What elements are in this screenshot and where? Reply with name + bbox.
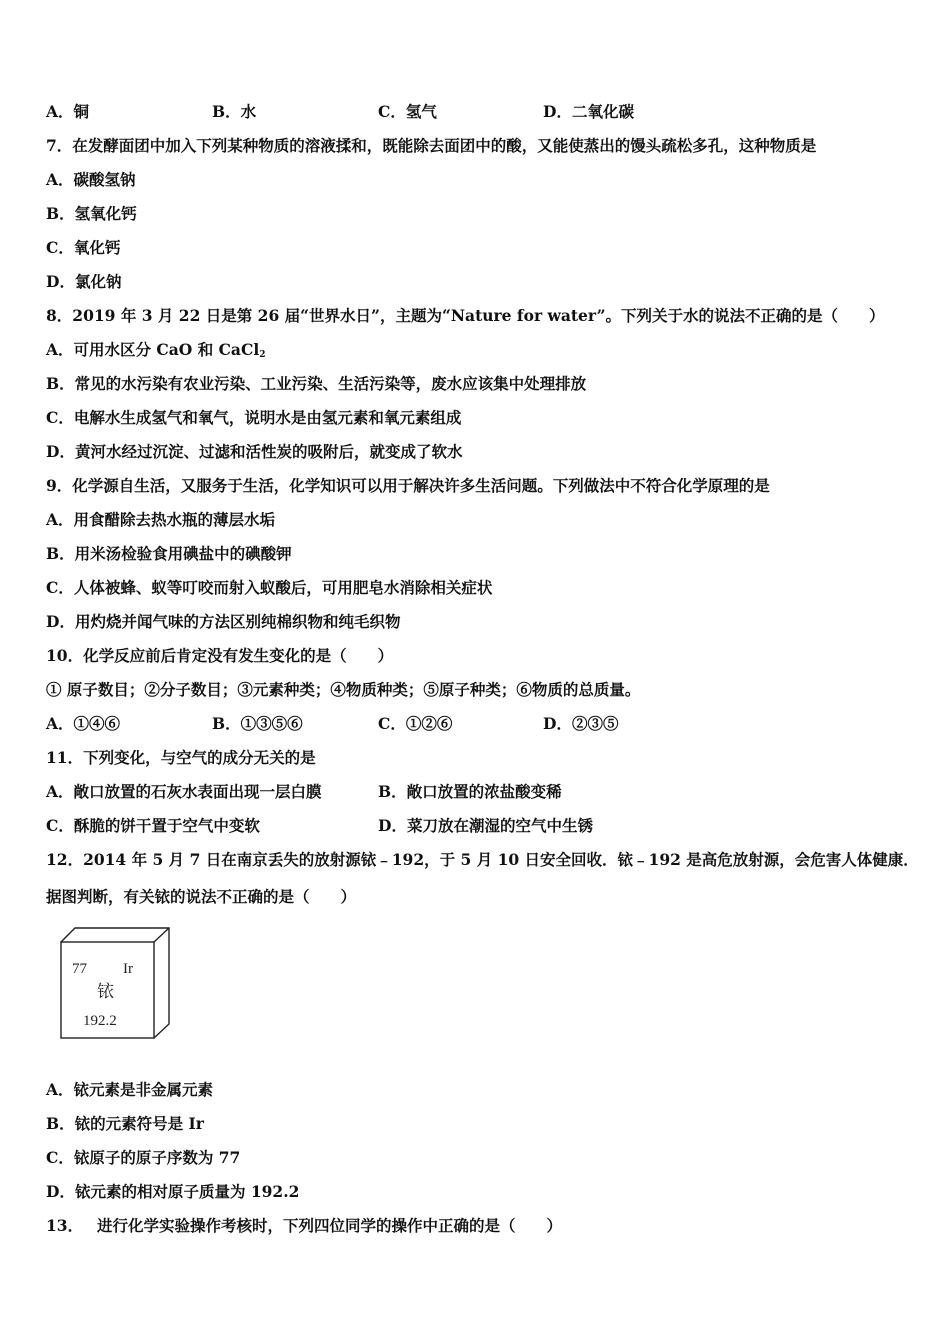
element-card-figure xyxy=(58,925,173,1040)
q11-option-b: B．敞口放置的浓盐酸变稀 xyxy=(378,782,562,801)
q12-option-c: C．铱原子的原子序数为 77 xyxy=(46,1148,241,1167)
q12-stem-line2: 据图判断，有关铱的说法不正确的是（ ） xyxy=(46,887,357,906)
q7-option-d: D．氯化钠 xyxy=(46,272,122,291)
q9-stem: 9．化学源自生活，又服务于生活，化学知识可以用于解决许多生活问题。下列做法中不符合化学原理的是 xyxy=(46,476,770,495)
q12-option-d: D．铱元素的相对原子质量为 192.2 xyxy=(46,1182,300,1201)
q8-option-c: C．电解水生成氢气和氧气，说明水是由氢元素和氧元素组成 xyxy=(46,408,462,427)
q9-option-c: C．人体被蜂、蚁等叮咬而射入蚁酸后，可用肥皂水消除相关症状 xyxy=(46,578,493,597)
q10-option-d: D．②③⑤ xyxy=(543,714,619,733)
q10-option-c: C．①②⑥ xyxy=(378,714,453,733)
q13-stem: 进行化学实验操作考核时，下列四位同学的操作中正确的是（ ） xyxy=(97,1216,563,1235)
q11-option-d: D．菜刀放在潮湿的空气中生锈 xyxy=(378,816,593,835)
q9-option-b: B．用米汤检验食用碘盐中的碘酸钾 xyxy=(46,544,292,563)
q6-option-c: C．氢气 xyxy=(378,102,437,121)
q13-number: 13． xyxy=(46,1216,84,1235)
q12-option-b: B．铱的元素符号是 Ir xyxy=(46,1114,204,1133)
q6-option-a: A．铜 xyxy=(46,102,90,121)
q8-option-d: D．黄河水经过沉淀、过滤和活性炭的吸附后，就变成了软水 xyxy=(46,442,463,461)
q12-stem-line1: 12．2014 年 5 月 7 日在南京丢失的放射源铱﹣192，于 5 月 10 日安全回收．铱﹣192 是高危放射源，会危害人体健康． xyxy=(46,850,919,869)
q8-stem: 8．2019 年 3 月 22 日是第 26 届“世界水日”，主题为“Nature for water”。下列关于水的说法不正确的是（ ） xyxy=(46,306,885,325)
q10-option-a: A．①④⑥ xyxy=(46,714,121,733)
q7-option-c: C．氧化钙 xyxy=(46,238,121,257)
q8-option-a: A．可用水区分 CaO 和 CaCl$_2$ xyxy=(46,340,266,360)
element-symbol: Ir xyxy=(123,961,133,977)
q11-option-c: C．酥脆的饼干置于空气中变软 xyxy=(46,816,260,835)
q11-stem: 11．下列变化，与空气的成分无关的是 xyxy=(46,748,316,767)
element-name: 铱 xyxy=(97,982,114,1001)
element-atomic-number: 77 xyxy=(72,961,87,977)
q6-option-b: B．水 xyxy=(212,102,257,121)
q7-stem: 7．在发酵面团中加入下列某种物质的溶液揉和，既能除去面团中的酸，又能使蒸出的馒头疏松多孔，这种物质是 xyxy=(46,136,817,155)
q6-option-d: D．二氧化碳 xyxy=(543,102,634,121)
q7-option-b: B．氢氧化钙 xyxy=(46,204,137,223)
element-atomic-mass: 192.2 xyxy=(83,1013,117,1029)
q10-items: ① 原子数目；②分子数目；③元素种类；④物质种类；⑤原子种类；⑥物质的总质量。 xyxy=(46,680,641,699)
q10-option-b: B．①③⑤⑥ xyxy=(212,714,303,733)
q9-option-a: A．用食醋除去热水瓶的薄层水垢 xyxy=(46,510,276,529)
q11-option-a: A．敞口放置的石灰水表面出现一层白膜 xyxy=(46,782,322,801)
q8-option-b: B．常见的水污染有农业污染、工业污染、生活污染等，废水应该集中处理排放 xyxy=(46,374,587,393)
q7-option-a: A．碳酸氢钠 xyxy=(46,170,136,189)
q12-option-a: A．铱元素是非金属元素 xyxy=(46,1080,214,1099)
q9-option-d: D．用灼烧并闻气味的方法区别纯棉织物和纯毛织物 xyxy=(46,612,401,631)
q10-stem: 10．化学反应前后肯定没有发生变化的是（ ） xyxy=(46,646,394,665)
